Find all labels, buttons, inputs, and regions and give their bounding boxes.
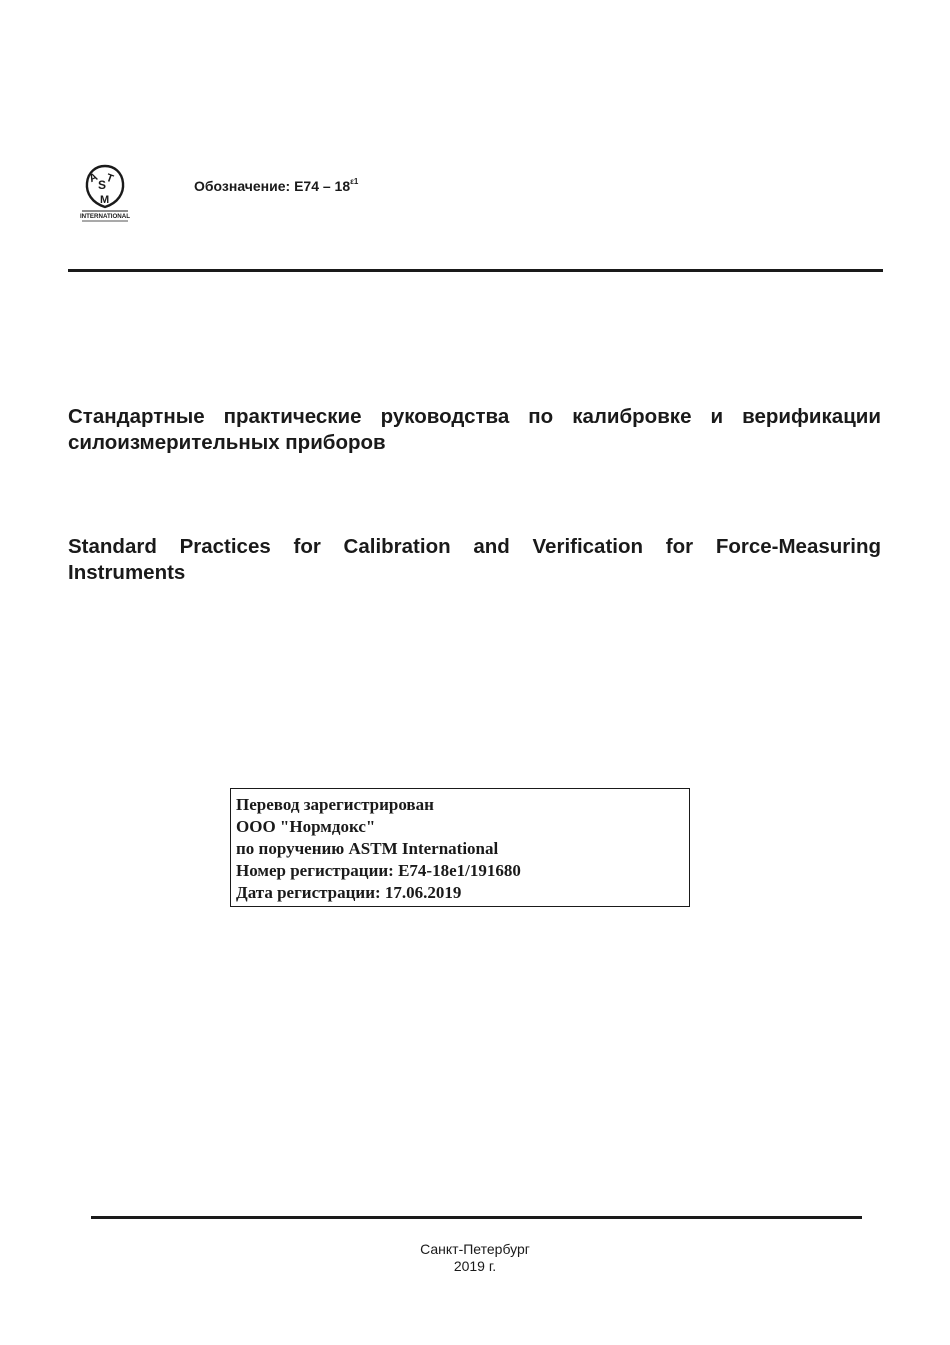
designation-superscript: ε1 bbox=[350, 177, 359, 187]
designation-label bbox=[194, 178, 358, 194]
logo-subtext: INTERNATIONAL bbox=[79, 213, 131, 220]
registration-number: Номер регистрации: E74-18e1/191680 bbox=[236, 861, 521, 880]
svg-text:M: M bbox=[100, 194, 110, 206]
registration-line-1: Перевод зарегистрирован bbox=[236, 795, 434, 814]
svg-text:T: T bbox=[104, 171, 115, 186]
footer bbox=[0, 1241, 950, 1275]
title-english: Standard Practices for Calibration and Verification for Force-Measuring Instruments bbox=[68, 535, 881, 584]
registration-line-3: по поручению ASTM International bbox=[236, 839, 499, 858]
top-divider bbox=[68, 269, 883, 272]
designation-text: Обозначение: E74 – 18 bbox=[194, 178, 351, 194]
registration-box bbox=[230, 788, 690, 907]
astm-logo bbox=[78, 163, 132, 223]
footer-city: Санкт-Петербург bbox=[420, 1241, 530, 1257]
registration-line-2: ООО "Нормдокс" bbox=[236, 817, 376, 836]
svg-text:A: A bbox=[87, 170, 100, 186]
svg-text:S: S bbox=[98, 178, 107, 192]
footer-year: 2019 г. bbox=[453, 1258, 497, 1274]
bottom-divider bbox=[91, 1216, 862, 1219]
registration-date: Дата регистрации: 17.06.2019 bbox=[236, 883, 462, 902]
title-russian: Стандартные практические руководства по калибровке и верификации силоизмерительных приборов bbox=[68, 405, 881, 454]
